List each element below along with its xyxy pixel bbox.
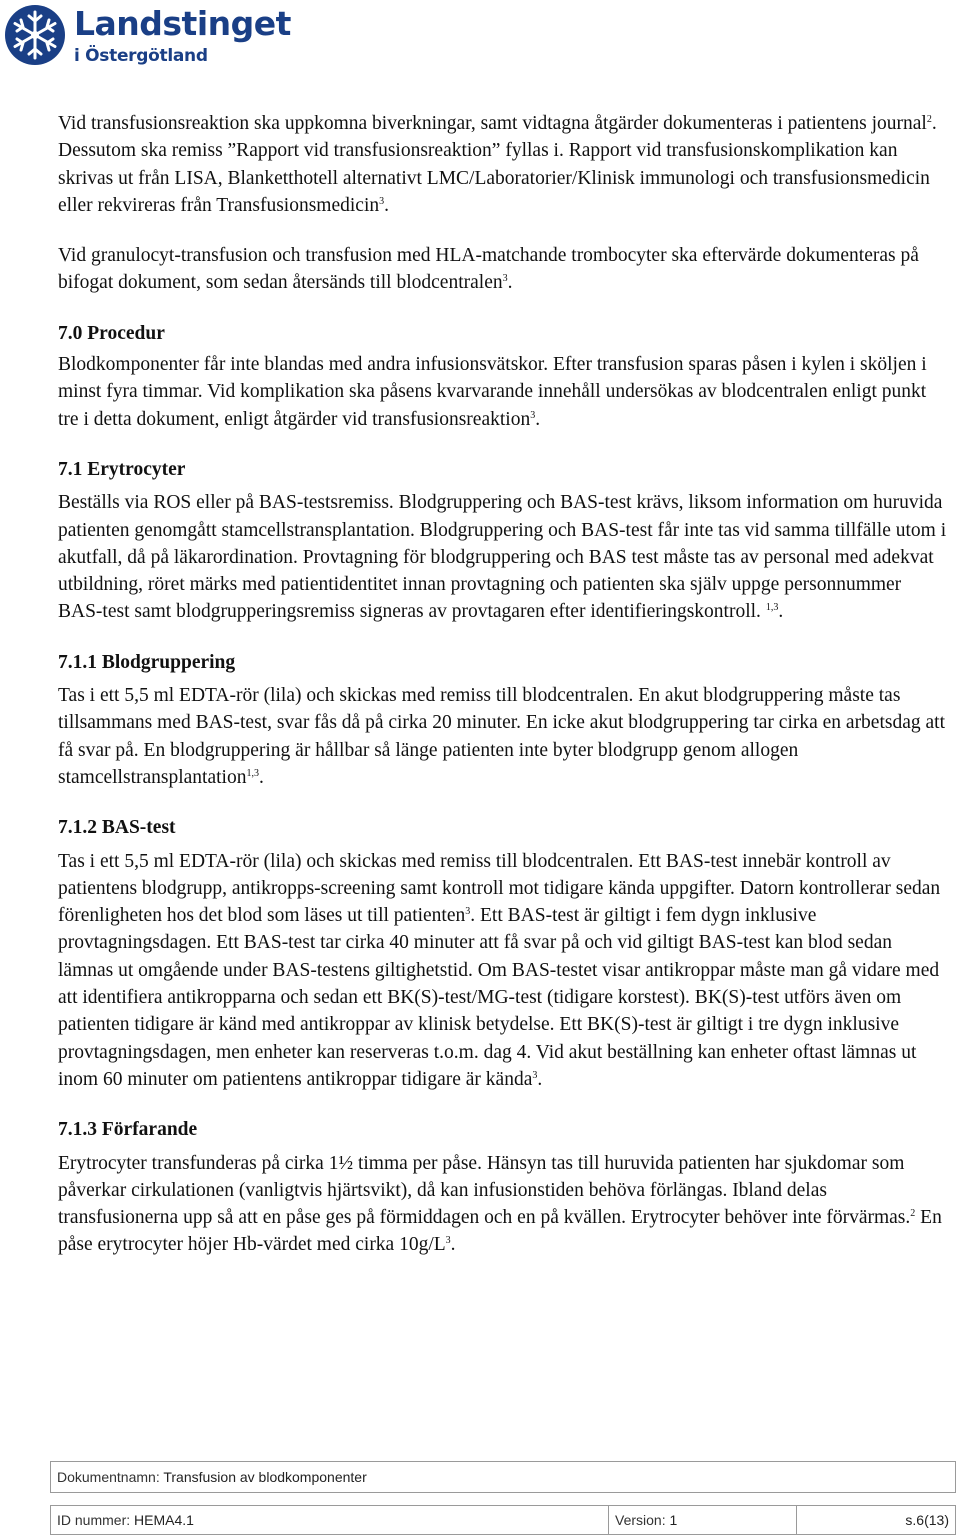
id-number-cell <box>51 1506 609 1535</box>
heading-bas-test: 7.1.2 BAS-test <box>58 817 176 839</box>
version-value: 1 <box>669 1512 678 1528</box>
paragraph-blodgruppering <box>58 682 948 791</box>
id-number-label: ID nummer: <box>57 1512 131 1528</box>
text: Vid transfusionsreaktion ska uppkomna biverkningar, samt vidtagna åtgärder dokumenteras i patientens journal <box>58 113 927 134</box>
paragraph-bas-test <box>58 848 948 1094</box>
document-footer <box>50 1461 956 1535</box>
paragraph-forfarande <box>58 1150 948 1259</box>
version-label: Version: <box>615 1512 666 1528</box>
reference: 3 <box>530 409 536 421</box>
paragraph-granulocyte <box>58 242 948 297</box>
heading-procedur: 7.0 Procedur <box>58 322 165 344</box>
logo-subtitle: i Östergötland <box>74 46 208 66</box>
text: Beställs via ROS eller på BAS-testsremiss. Blodgruppering och BAS-test krävs, liksom information om huruvida patienten genomgått stamcellstransplantation. Blodgruppering och BAS-test får inte tas vid samma tillfälle utom i akutfall, då på läkarordination. Provtagning för blodgruppering och BAS test måste tas av personal med adekvat utbildning, röret märks med patientidentitet innan provtagning och patienten ska själv uppge personnummer BAS-test samt blodgrupperingsremiss signeras av provtagaren efter identifieringskontroll. <box>58 492 947 623</box>
text: . <box>535 408 541 430</box>
text: . <box>507 272 513 294</box>
heading-forfarande: 7.1.3 Förfarande <box>58 1119 198 1141</box>
document-name-label: Dokumentnamn: <box>57 1469 160 1485</box>
text: En påse erytrocyter höjer Hb-värdet med cirka 10g/L <box>58 1207 942 1256</box>
text: . <box>258 766 264 788</box>
reference: 3 <box>532 1069 538 1081</box>
text: . <box>778 601 784 623</box>
reference: 3 <box>445 1235 451 1247</box>
id-number-value: HEMA4.1 <box>134 1512 194 1528</box>
paragraph-erytrocyter <box>58 489 948 625</box>
footer-spacer <box>51 1493 956 1506</box>
text: Vid granulocyt-transfusion och transfusion med HLA-matchande trombocyter ska eftervärde dokumenteras på bifogat dokument, som sedan återsänds till blodcentralen <box>58 245 919 294</box>
reference: 1,3 <box>765 602 779 614</box>
reference: 2 <box>926 114 932 125</box>
text: Erytrocyter transfunderas på cirka 1½ timma per påse. Hänsyn tas till huruvida patienten har sjukdomar som påverkar cirkulationen (vanligtvis hjärtsvikt), då kan infusionstiden behöva förlängas. Ibland delas transfusionerna upp så att en påse ges på förmiddagen och en på kvällen. Erytrocyter behöver inte förvärmas. <box>58 1152 911 1229</box>
text: Tas i ett 5,5 ml EDTA-rör (lila) och skickas med remiss till blodcentralen. En akut blodgruppering måste tas tillsammans med BAS-test, svar fås då på cirka 20 minuter. En icke akut blodgruppering tar cirka en arbetsdag att få svar på. En blodgruppering är hållbar så länge patienten inte byter blodgrupp genom allogen stamcellstransplantation <box>58 685 945 788</box>
text: . <box>384 194 389 216</box>
text: . <box>537 1068 543 1090</box>
document-body <box>58 110 948 1282</box>
snowflake-logo-icon <box>4 4 66 66</box>
text: . <box>450 1234 456 1256</box>
text: Tas i ett 5,5 ml EDTA-rör (lila) och skickas med remiss till blodcentralen. Ett BAS-test innebär kontroll av patientens blodgrupp, antikropps-screening samt kontroll mot tidigare kända uppgifter. Datorn kontrollerar sedan förenligheten hos det blod som läses ut till patienten <box>58 850 941 927</box>
landstinget-logo <box>4 2 294 72</box>
paragraph-procedur <box>58 351 948 433</box>
text: . Dessutom ska remiss ”Rapport vid transfusionsreaktion” fyllas i. Rapport vid transfusionskomplikation kan skrivas ut från LISA, Blanketthotell alternativt LMC/Laboratorier/Klinisk immunologi och transfusionsmedicin eller rekvireras från Transfusionsmedicin <box>58 113 937 216</box>
reference: 1,3 <box>246 767 259 779</box>
heading-erytrocyter: 7.1 Erytrocyter <box>58 458 186 480</box>
reference: 2 <box>910 1208 916 1220</box>
reference: 3 <box>379 195 385 207</box>
paragraph-transfusion-reaction <box>58 110 948 219</box>
document-name-cell <box>51 1462 956 1493</box>
reference: 3 <box>465 906 471 918</box>
document-name-value: Transfusion av blodkomponenter <box>163 1469 367 1485</box>
text: . Ett BAS-test är giltigt i fem dygn inklusive provtagningsdagen. Ett BAS-test tar cirka 40 minuter att få svar på och vid giltigt BAS-test kan blod sedan lämnas ut omgående under BAS-testens giltighetstid. Om BAS-testet visar antikroppar måste man gå vidare med att identifiera antikropparna och sedan ett BK(S)-test/MG-test (tidigare korstest). BK(S)-test utförs även om patienten tidigare är känd med antikroppar av klinisk betydelse. Ett BK(S)-test är giltigt i tre dygn inklusive provtagningsdagen, men enheter kan reserveras t.o.m. dag 4. Vid akut beställning kan enheter oftast lämnas ut inom 60 minuter om patientens antikroppar tidigare är kända <box>58 905 940 1090</box>
footer-table <box>50 1461 956 1535</box>
logo-title: Landstinget <box>74 4 291 43</box>
version-cell <box>609 1506 797 1535</box>
text: Blodkomponenter får inte blandas med andra infusionsvätskor. Efter transfusion sparas påsen i kylen i sköljen i minst fyra timmar. Vid komplikation ska påsens kvarvarande innehåll undersökas av blodcentralen enligt punkt tre i detta dokument, enligt åtgärder vid transfusionsreaktion <box>58 354 927 430</box>
page-number: s.6(13) <box>797 1506 956 1535</box>
heading-blodgruppering: 7.1.1 Blodgruppering <box>58 651 236 673</box>
reference: 3 <box>502 273 508 285</box>
